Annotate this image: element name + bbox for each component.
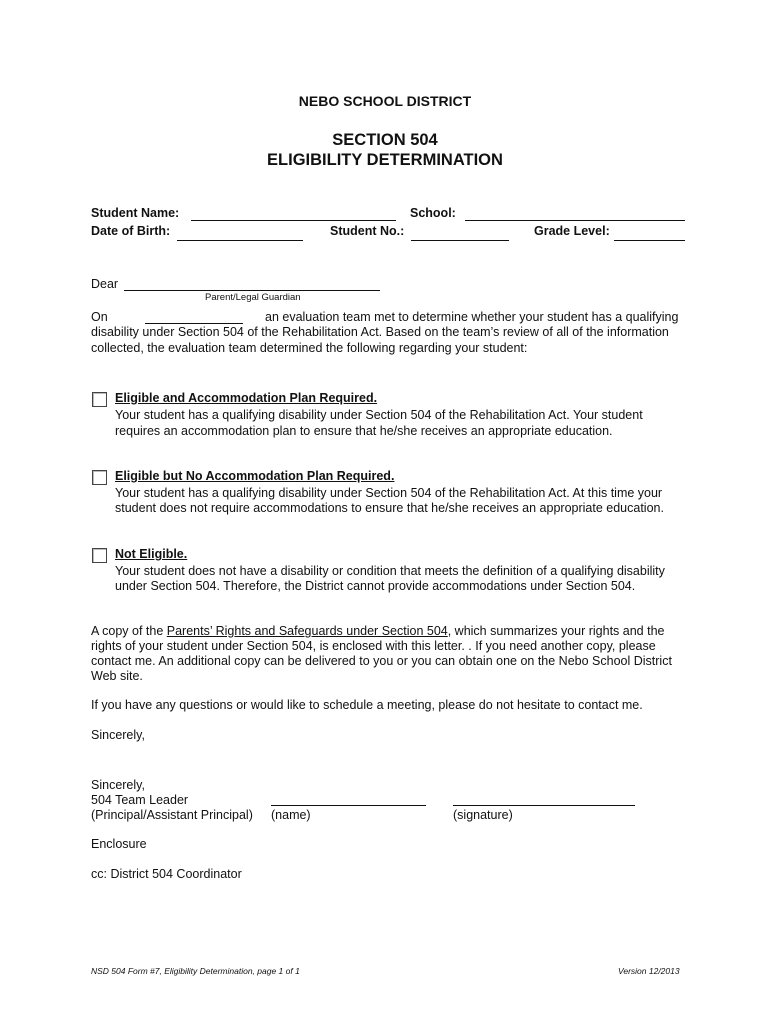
principal-label: (Principal/Assistant Principal) [91,808,253,822]
school-field[interactable] [465,208,685,221]
evaluation-date-field[interactable] [145,311,243,324]
school-label: School: [410,206,456,220]
copy-paragraph-line1 [91,624,665,638]
footer-form-id: NSD 504 Form #7, Eligibility Determination, page 1 of 1 [91,966,300,976]
option3-line1: Your student does not have a disability or condition that meets the definition of a qualifying disability [115,564,665,578]
copy-paragraph-line2: rights of your student under Section 504, is enclosed with this letter. . If you need another copy, please [91,639,656,653]
option2-line2: student does not require accommodations to ensure that he/she receives an appropriate education. [115,501,664,515]
student-name-field[interactable] [191,208,396,221]
enclosure-label: Enclosure [91,837,147,851]
sincerely-second: Sincerely, [91,778,145,792]
option3-title: Not Eligible. [115,547,188,561]
team-leader-label: 504 Team Leader [91,793,189,807]
cc-line: cc: District 504 Coordinator [91,867,242,881]
intro-line2: disability under Section 504 of the Rehabilitation Act. Based on the team’s review of all of the information [91,325,669,339]
sincerely-first: Sincerely, [91,728,145,742]
form-title-line1: SECTION 504 [332,131,438,149]
signature-caption: (signature) [453,808,513,822]
option2-line1: Your student has a qualifying disability under Section 504 of the Rehabilitation Act. At this time your [115,486,663,500]
option1-line2: requires an accommodation plan to ensure that he/she receives an appropriate education. [115,424,613,438]
parents-rights-link[interactable]: Parents’ Rights and Safeguards under Section 504 [166,624,448,638]
student-no-label: Student No.: [330,224,405,238]
footer-version: Version 12/2013 [618,966,680,976]
signature-line[interactable] [453,793,635,806]
copy-prefix: A copy of the [91,624,167,638]
not-eligible-checkbox[interactable] [92,548,107,563]
copy-line1-rest: , which summarizes your rights and the [447,624,665,638]
dob-field[interactable] [177,228,303,241]
grade-level-field[interactable] [614,228,685,241]
on-label: On [91,310,108,324]
option2-title: Eligible but No Accommodation Plan Required. [115,469,395,483]
guardian-name-field[interactable] [124,278,380,291]
questions-text: If you have any questions or would like to schedule a meeting, please do not hesitate to contact me. [91,698,643,712]
copy-paragraph-line3: contact me. An additional copy can be delivered to you or you can obtain one on the Nebo School District [91,654,672,668]
option3-line2: under Section 504. Therefore, the District cannot provide accommodations under Section 504. [115,579,636,593]
intro-line3: collected, the evaluation team determined the following regarding your student: [91,341,528,355]
grade-level-label: Grade Level: [534,224,610,238]
name-signature-line[interactable] [271,793,426,806]
student-no-field[interactable] [411,228,509,241]
intro-line1-rest: an evaluation team met to determine whether your student has a qualifying [265,310,679,324]
eligible-no-accommodation-checkbox[interactable] [92,470,107,485]
dob-label: Date of Birth: [91,224,171,238]
dear-label: Dear [91,277,119,291]
student-name-label: Student Name: [91,206,180,220]
district-name: NEBO SCHOOL DISTRICT [298,93,472,109]
copy-paragraph-line4: Web site. [91,669,143,683]
eligible-accommodation-checkbox[interactable] [92,392,107,407]
guardian-caption: Parent/Legal Guardian [205,292,301,303]
name-caption: (name) [271,808,311,822]
option1-title: Eligible and Accommodation Plan Required. [115,391,378,405]
form-title-line2: ELIGIBILITY DETERMINATION [267,151,503,169]
option1-line1: Your student has a qualifying disability under Section 504 of the Rehabilitation Act. Your student [115,408,643,422]
